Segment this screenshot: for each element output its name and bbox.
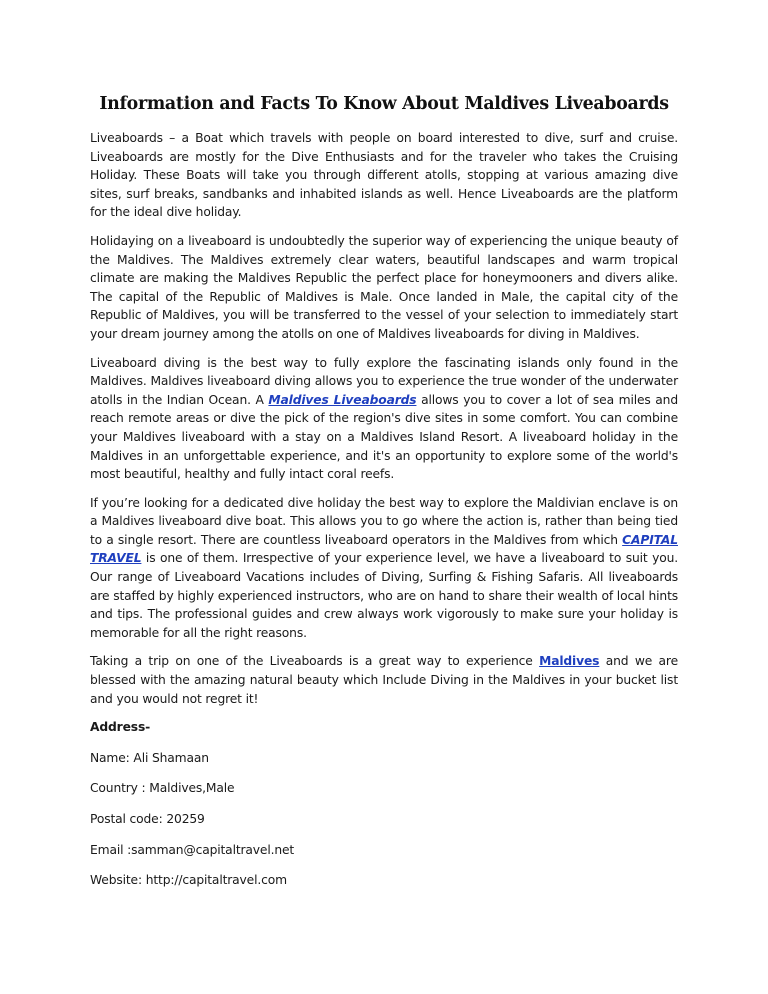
paragraph-dive-holiday [90,494,678,643]
paragraph-intro: Liveaboards – a Boat which travels with people on board interested to dive, surf and cruise. Liveaboards are mostly for the Dive Enthusiasts and for the traveler who takes the Cruising Holiday. These Boats will take you through different atolls, stopping at various amazing dive sites, surf breaks, sandbanks and inhabited islands as well. Hence Liveaboards are the platform for the ideal dive holiday. [90,131,678,220]
text-segment: If you’re looking for a dedicated dive holiday the best way to explore the Maldivian enclave is on a Maldives liveaboard dive boat. This allows you to go where the action is, rather than being tied to a single resort. There are countless liveaboard operators in the Maldives from which [90,495,678,547]
text-segment: is one of them. Irrespective of your experience level, we have a liveaboard to suit you. Our range of Liveaboard Vacations includes of Diving, Surfing & Fishing Safaris. All liveaboards are staffed by highly experienced instructors, who are on hand to share their wealth of local hints and tips. The professional guides and crew always work vigorously to make sure your holiday is memorable for all the right reasons. [90,551,678,640]
document-page [90,92,678,902]
paragraph-taking-trip [90,652,678,708]
address-website: Website: http://capitaltravel.com [90,873,287,888]
text-segment: Liveaboard diving is the best way to fully explore the fascinating islands only found in the Maldives. Maldives liveaboard diving allows you to experience the true wonder of the underwater atolls in the Indian Ocean. A [90,355,678,407]
text-segment: Taking a trip on one of the Liveaboards is a great way to experience [90,654,540,669]
paragraph-holidaying: Holidaying on a liveaboard is undoubtedly the superior way of experiencing the unique beauty of the Maldives. The Maldives extremely clear waters, beautiful landscapes and warm tropical climate are making the Maldives Republic the perfect place for honeymooners and divers alike. The capital of the Republic of Maldives is Male. Once landed in Male, the capital city of the Republic of Maldives, you will be transferred to the vessel of your selection to immediately start your dream journey among the atolls on one of Maldives liveaboards for diving in Maldives. [90,233,678,341]
text-segment: allows you to cover a lot of sea miles and reach remote areas or dive the pick of the region's dive sites in some comfort. You can combine your Maldives liveaboard with a stay on a Maldives Island Resort. A liveaboard holiday in the Maldives in an unforgettable experience, and it's an opportunity to explore some of the world's most beautiful, healthy and fully intact coral reefs. [90,392,678,482]
maldives-liveaboards-link[interactable]: Maldives Liveaboards [268,392,417,407]
paragraph-liveaboard-diving [90,354,678,484]
address-email: Email :samman@capitaltravel.net [90,842,295,857]
address-name: Name: Ali Shamaan [90,750,209,765]
address-country: Country : Maldives,Male [90,781,235,796]
text-segment: and we are blessed with the amazing natural beauty which Include Diving in the Maldives in your bucket list and you would not regret it! [90,654,678,706]
address-postal-code: Postal code: 20259 [90,812,205,826]
capital-travel-link[interactable]: CAPITAL TRAVEL [90,532,678,566]
address-heading: Address- [90,720,151,735]
maldives-link[interactable]: Maldives [539,654,600,669]
document-title: Information and Facts To Know About Maldives Liveaboards [99,94,669,114]
